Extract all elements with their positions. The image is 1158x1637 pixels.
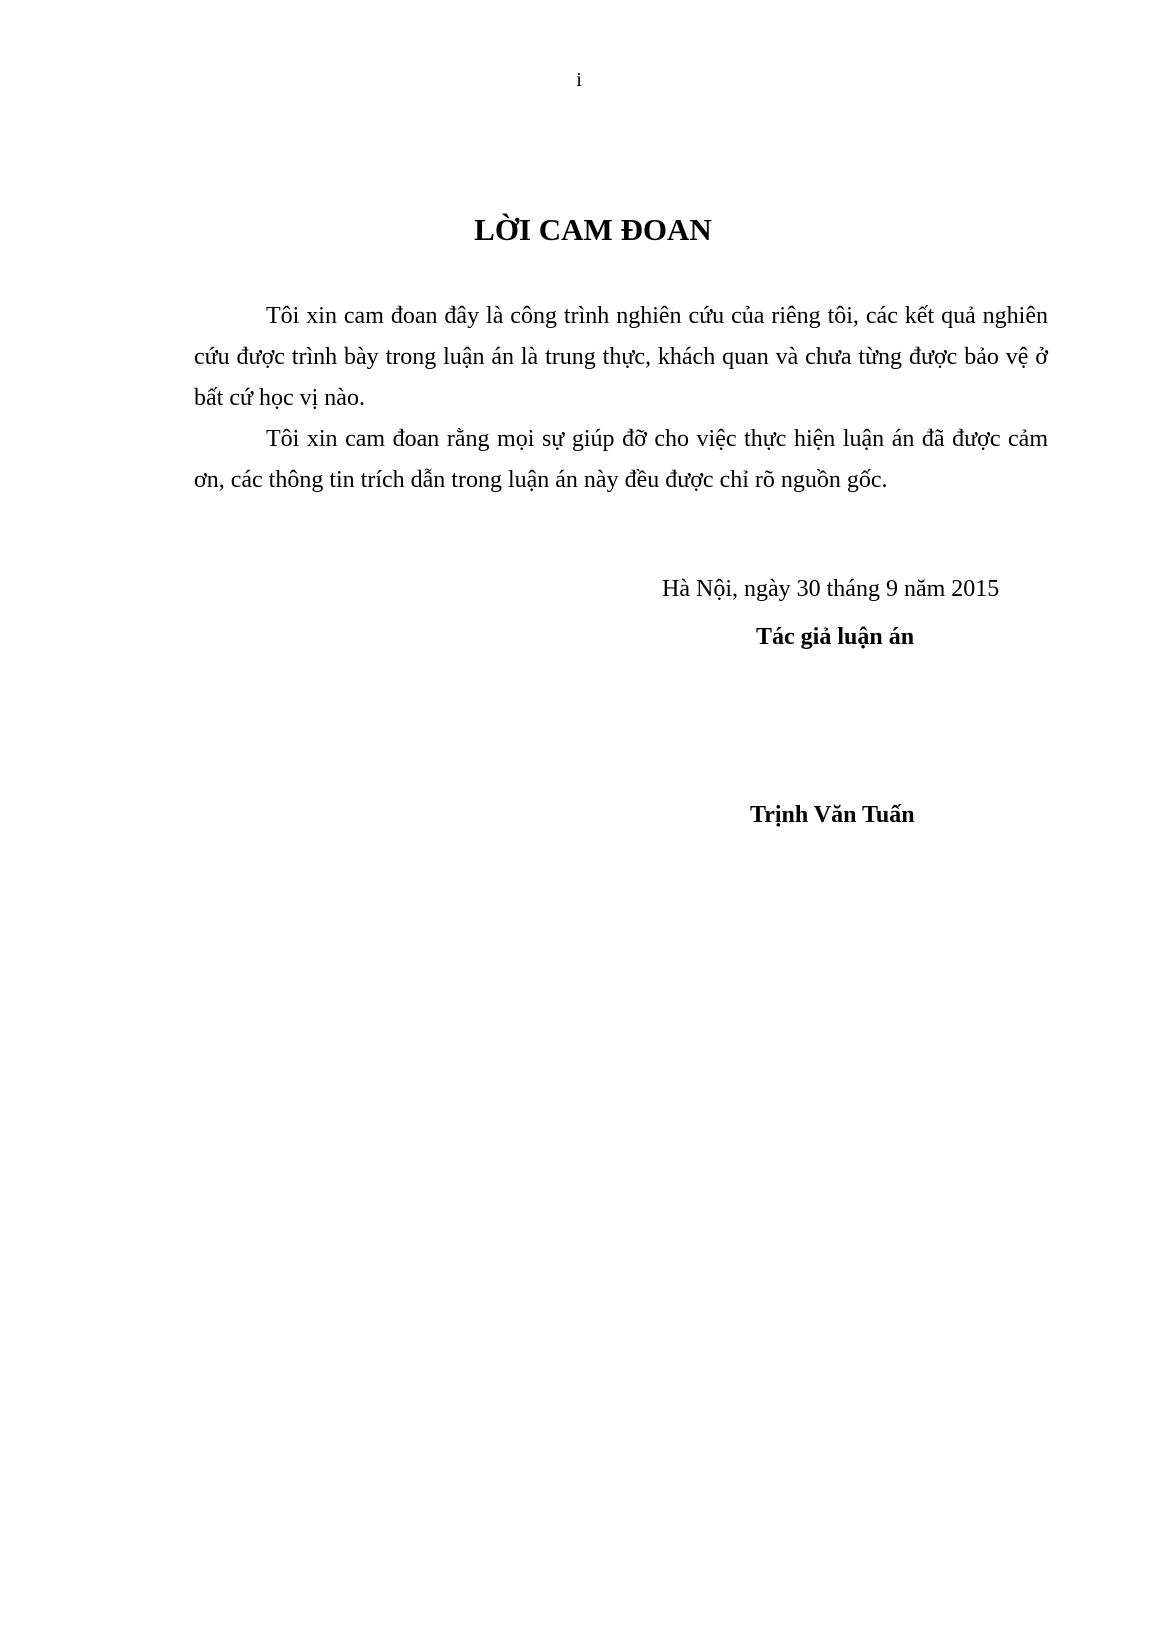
page-title: LỜI CAM ĐOAN xyxy=(474,212,712,247)
place-date: Hà Nội, ngày 30 tháng 9 năm 2015 xyxy=(662,576,1000,602)
declaration-body xyxy=(194,296,1048,501)
author-name: Trịnh Văn Tuấn xyxy=(750,802,915,828)
page-number: i xyxy=(576,69,582,91)
declaration-paragraph-2: Tôi xin cam đoan rằng mọi sự giúp đỡ cho việc thực hiện luận án đã được cảm ơn, các thông tin trích dẫn trong luận án này đều được chỉ rõ nguồn gốc. xyxy=(194,426,1048,493)
declaration-paragraph-1: Tôi xin cam đoan đây là công trình nghiên cứu của riêng tôi, các kết quả nghiên cứu được trình bày trong luận án là trung thực, khách quan và chưa từng được bảo vệ ở bất cứ học vị nào. xyxy=(194,303,1048,411)
author-caption: Tác giả luận án xyxy=(756,624,915,650)
